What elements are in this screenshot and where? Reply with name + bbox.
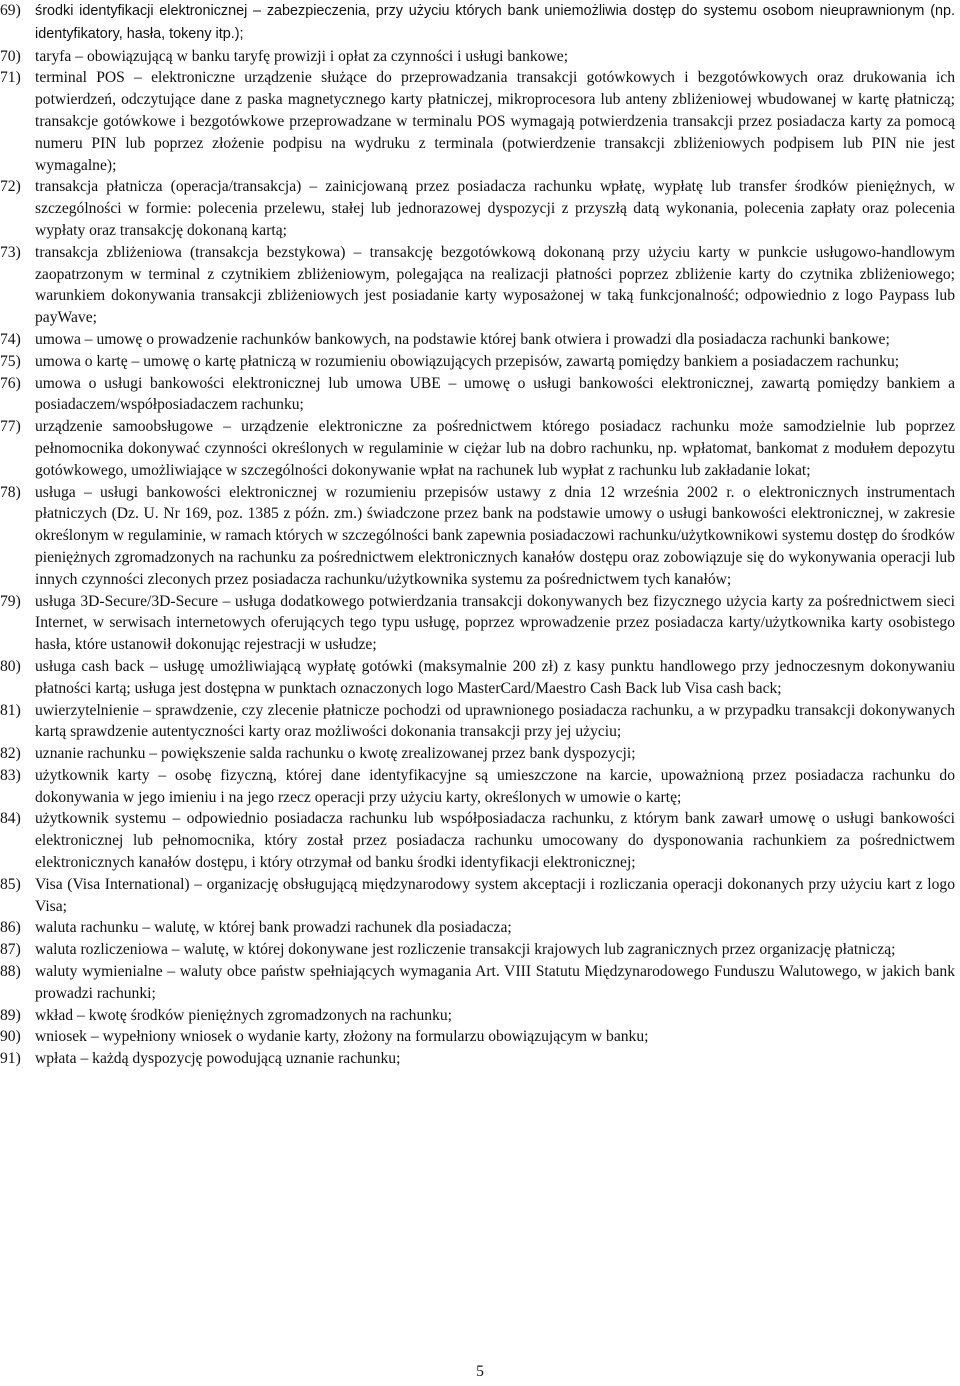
definition-number: 89) (0, 1006, 21, 1024)
definition-item (0, 939, 955, 961)
definition-number: 72) (0, 178, 21, 196)
definition-text: usługa cash back – usługę umożliwiającą wypłatę gotówki (maksymalnie 200 zł) z kasy punktu handlowego przy jednoczesnym dokonywaniu płatności kartą; usługa jest dostępna w punktach oznaczonych logo MasterCard/Maestro Cash Back lub Visa cash back; (35, 657, 955, 697)
definition-number: 71) (0, 69, 21, 87)
definition-text: wkład – kwotę środków pieniężnych zgromadzonych na rachunku; (35, 1006, 453, 1024)
definition-item (0, 482, 955, 591)
definition-item (0, 351, 955, 373)
definition-text: taryfa – obowiązującą w banku taryfę prowizji i opłat za czynności i usługi bankowe; (35, 47, 569, 65)
definition-item (0, 656, 955, 700)
definition-item (0, 67, 955, 176)
definition-item (0, 808, 955, 873)
definition-number: 70) (0, 47, 21, 65)
definition-text: użytkownik karty – osobę fizyczną, której dane identyfikacyjne są umieszczone na karcie, upoważnioną przez posiadacza rachunku do dokonywania w jego imieniu i na jego rzecz operacji przy użyciu karty, określonych w umowie o kartę; (35, 766, 955, 806)
definition-item (0, 0, 955, 46)
definition-text: umowa – umowę o prowadzenie rachunków bankowych, na podstawie której bank otwiera i prowadzi dla posiadacza rachunki bankowe; (35, 330, 890, 348)
definition-number: 85) (0, 875, 21, 893)
definition-text: transakcja płatnicza (operacja/transakcja) – zainicjowaną przez posiadacza rachunku wpłatę, wypłatę lub transfer środków pieniężnych, w szczególności w formie: polecenia przelewu, stałej lub jednorazowej dyspozycji z przyszłą datą wykonania, polecenia zapłaty oraz polecenia wypłaty oraz transakcję dokonaną kartą; (35, 178, 955, 239)
definition-item (0, 1005, 955, 1027)
definition-number: 81) (0, 701, 21, 719)
page-number: 5 (476, 1363, 484, 1380)
definition-item (0, 1048, 955, 1070)
definition-number: 83) (0, 766, 21, 784)
definition-text: transakcja zbliżeniowa (transakcja bezstykowa) – transakcję bezgotówkową dokonaną przy użyciu karty w punkcie usługowo-handlowym zaopatrzonym w terminal z czytnikiem zbliżeniowym, polegająca na realizacji płatności poprzez zbliżenie karty do czytnika zbliżeniowego; warunkiem dokonywania transakcji zbliżeniowych jest posiadanie karty wyposażonej w taką funkcjonalność; odpowiednio z logo Paypass lub payWave; (35, 243, 955, 327)
definition-number: 75) (0, 352, 21, 370)
definition-item (0, 373, 955, 417)
definition-number: 73) (0, 243, 21, 261)
definition-text: waluty wymienialne – waluty obce państw spełniających wymagania Art. VIII Statutu Międzynarodowego Funduszu Walutowego, w jakich bank prowadzi rachunki; (35, 963, 955, 1002)
definition-text: waluta rozliczeniowa – walutę, w której dokonywane jest rozliczenie transakcji krajowych lub zagranicznych przez organizację płatniczą; (35, 941, 896, 959)
definition-item (0, 1026, 955, 1048)
definition-item (0, 176, 955, 241)
definition-text: umowa o usługi bankowości elektronicznej lub umowa UBE – umowę o usługi bankowości elektronicznej, zawartą pomiędzy bankiem a posiadaczem/współposiadaczem rachunku; (35, 374, 955, 414)
definition-number: 91) (0, 1050, 21, 1068)
definition-text: terminal POS – elektroniczne urządzenie służące do przeprowadzania transakcji gotówkowych i bezgotówkowych oraz drukowania ich potwierdzeń, odczytujące dane z paska magnetycznego karty płatniczej, mikroprocesora lub anteny zbliżeniowej wbudowanej w kartę płatniczą; transakcje gotówkowe i bezgotówkowe przeprowadzane w terminalu POS wymagają potwierdzenia transakcji przez posiadacza karty za pomocą numeru PIN lub poprzez złożenie podpisu na wydruku z terminala (potwierdzenie transakcji zbliżeniowych podpisem lub PIN nie jest wymagalne); (35, 69, 955, 174)
definition-text: użytkownik systemu – odpowiednio posiadacza rachunku lub współposiadacza rachunku, z którym bank zawarł umowę o usługi bankowości elektronicznej lub pełnomocnika, który został przez posiadacza rachunku umocowany do dysponowania rachunkiem za pośrednictwem elektronicznych kanałów dostępu, i który otrzymał od banku środki identyfikacji elektronicznej; (35, 810, 955, 872)
definition-item (0, 874, 955, 918)
definition-item (0, 416, 955, 481)
definition-text: uwierzytelnienie – sprawdzenie, czy zlecenie płatnicze pochodzi od uprawnionego posiadacza rachunku, a w przypadku transakcji dokonywanych kartą sprawdzenie autentyczności karty oraz możliwości dokonania transakcji przy jej użyciu; (35, 701, 955, 741)
definition-item (0, 591, 955, 656)
definition-number: 82) (0, 745, 21, 763)
definition-text: usługa 3D-Secure/3D-Secure – usługa dodatkowego potwierdzania transakcji dokonywanych bez fizycznego użycia karty za pośrednictwem sieci Internet, w serwisach internetowych oferujących tego typu usługę, poprzez wprowadzenie przez posiadacza karty/użytkownika karty osobistego hasła, które ustanowił dokonując rejestracji w usłudze; (35, 592, 955, 654)
definition-number: 79) (0, 592, 21, 610)
definition-number: 78) (0, 483, 21, 501)
definition-number: 77) (0, 418, 21, 436)
definition-text: uznanie rachunku – powiększenie salda rachunku o kwotę zrealizowanej przez bank dyspozycji; (35, 745, 636, 763)
definition-item (0, 743, 955, 765)
definition-item (0, 917, 955, 939)
definition-item (0, 329, 955, 351)
definition-item (0, 961, 955, 1005)
definition-text: Visa (Visa International) – organizację obsługującą międzynarodowy system akceptacji i rozliczania operacji dokonanych przy użyciu kart z logo Visa; (35, 875, 955, 915)
definition-text: usługa – usługi bankowości elektronicznej w rozumieniu przepisów ustawy z dnia 12 września 2002 r. o elektronicznych instrumentach płatniczych (Dz. U. Nr 169, poz. 1385 z późn. zm.) świadczone przez bank na podstawie umowy o usługi bankowości elektronicznej, w zakresie określonym w regulaminie, w ramach których w szczególności bank zapewnia posiadaczowi rachunku/użytkownikowi systemu dostęp do środków pieniężnych zgromadzonych na rachunku za pośrednictwem elektronicznych kanałów dostępu oraz zobowiązuje się do wykonywania operacji lub innych czynności zleconych przez posiadacza rachunku/użytkownika systemu za pośrednictwem tych kanałów; (35, 483, 955, 588)
definition-text: waluta rachunku – walutę, w której bank prowadzi rachunek dla posiadacza; (35, 919, 512, 937)
definition-number: 76) (0, 374, 21, 392)
definition-number: 84) (0, 810, 21, 828)
definition-text: wpłata – każdą dyspozycję powodującą uznanie rachunku; (35, 1050, 401, 1068)
definition-number: 86) (0, 919, 21, 937)
definition-item (0, 700, 955, 744)
definition-number: 69) (0, 2, 21, 19)
definition-item (0, 46, 955, 68)
definition-text: środki identyfikacji elektronicznej – zabezpieczenia, przy użyciu których bank uniemożliwia dostęp do systemu osobom nieuprawnionym (np. identyfikatory, hasła, tokeny itp.); (35, 3, 955, 42)
definition-text: umowa o kartę – umowę o kartę płatniczą w rozumieniu obowiązujących przepisów, zawartą pomiędzy bankiem a posiadaczem rachunku; (35, 352, 900, 370)
definition-text: urządzenie samoobsługowe – urządzenie elektroniczne za pośrednictwem którego posiadacz rachunku może samodzielnie lub poprzez pełnomocnika dokonywać czynności określonych w regulaminie w ciężar lub na dobro rachunku, np. wpłatomat, bankomat z modułem depozytu gotówkowego, umożliwiające w szczególności dokonywanie wpłat na rachunek lub wypłat z rachunku lub zakładanie lokat; (35, 418, 955, 479)
definition-number: 88) (0, 963, 21, 981)
definition-number: 74) (0, 330, 21, 348)
definition-item (0, 242, 955, 329)
definition-number: 80) (0, 657, 21, 675)
definition-item (0, 765, 955, 809)
definition-number: 87) (0, 941, 21, 959)
definition-number: 90) (0, 1028, 21, 1046)
definition-text: wniosek – wypełniony wniosek o wydanie karty, złożony na formularzu obowiązującym w banku; (35, 1028, 649, 1046)
